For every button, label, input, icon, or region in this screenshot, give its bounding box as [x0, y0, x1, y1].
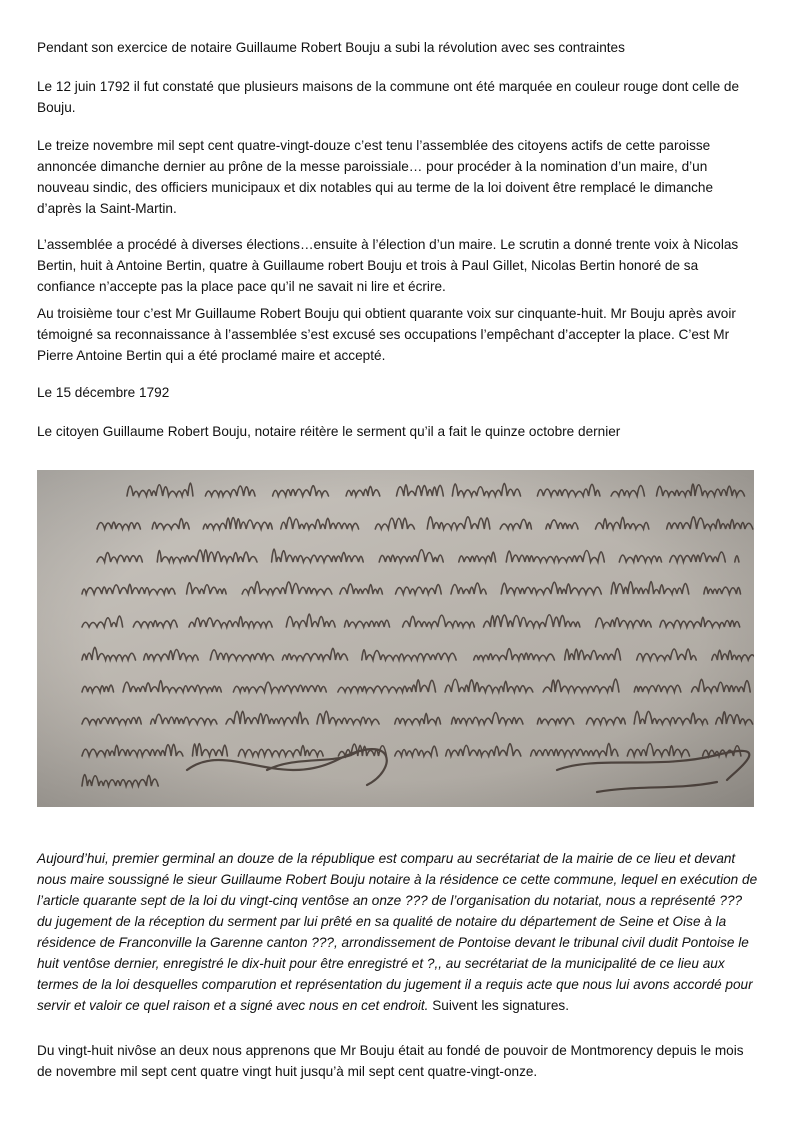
paragraph-assembly: Le treize novembre mil sept cent quatre-vingt-douze c’est tenu l’assemblée des citoyens actifs de cette paroisse annoncée dimanche dernier au prône de la messe paroissiale… pour procéder à la nomination d’un maire, d’un nouveau sindic, des officiers municipaux et dix notables qui au terme de la loi doivent être remplacé le dimanche d’après la Saint-Martin. — [37, 138, 714, 216]
paragraph-june-1792: Le 12 juin 1792 il fut constaté que plusieurs maisons de la commune ont été marquée en couleur rouge dont celle de Bouju. — [37, 79, 740, 115]
manuscript-photo — [37, 470, 754, 807]
paragraph-third-round: Au troisième tour c’est Mr Guillaume Robert Bouju qui obtient quarante voix sur cinquante-huit. Mr Bouju après avoir témoigné sa reconnaissance à l’assemblée s’est excusé ses occupations l’empêchant d’accepter la place. C’est Mr Pierre Antoine Bertin qui a été proclamé maire et accepté. — [37, 306, 736, 363]
paragraph-oath: Le citoyen Guillaume Robert Bouju, notaire réitère le serment qu’il a fait le quinze octobre dernier — [37, 424, 621, 439]
paragraph-closing: Du vingt-huit nivôse an deux nous apprenons que Mr Bouju était au fondé de pouvoir de Montmorency depuis le mois de novembre mil sept cent quatre vingt huit jusqu’à mil sept cent quatre-vingt-onze. — [37, 1043, 744, 1079]
transcription-italic: Aujourd’hui, premier germinal an douze de la république est comparu au secrétariat de la mairie de ce lieu et devant nous maire soussigné le sieur Guillaume Robert Bouju notaire à la résidence ce cette commune, lequel en exécution de l’article quarante sept de la loi du vingt-cinq ventôse an onze ??? de l’organisation du notariat, nous a représenté ??? du jugement de la réception du serment par lui prêté en sa qualité de notaire du département de Seine et Oise à la résidence de Franconville la Garenne canton ???, arrondissement de Pontoise devant le tribunal civil dudit Pontoise le huit ventôse dernier, enregistré le dix-huit pour être enregistré et ?,, au secrétariat de la municipalité de ce lieu aux termes de la loi desquelles comparution et représentation du jugement il a requis acte que nous lui avons accordé pour servir et valoir ce quel raison et a signé avec nous en cet endroit. — [37, 851, 758, 1013]
handwriting-image — [37, 470, 754, 807]
transcription-paragraph — [37, 848, 759, 1016]
paragraph-date: Le 15 décembre 1792 — [37, 385, 170, 400]
paragraph-revolution: Pendant son exercice de notaire Guillaume Robert Bouju a subi la révolution avec ses contraintes — [37, 40, 625, 55]
paragraph-elections: L’assemblée a procédé à diverses élections…ensuite à l’élection d’un maire. Le scrutin a donné trente voix à Nicolas Bertin, huit à Antoine Bertin, quatre à Guillaume robert Bouju et trois à Paul Gillet, Nicolas Bertin honoré de sa confiance n’accepte pas la place pace qu’il ne savait ni lire et écrire. — [37, 237, 739, 294]
transcription-signatures-note: Suivent les signatures. — [428, 998, 569, 1013]
